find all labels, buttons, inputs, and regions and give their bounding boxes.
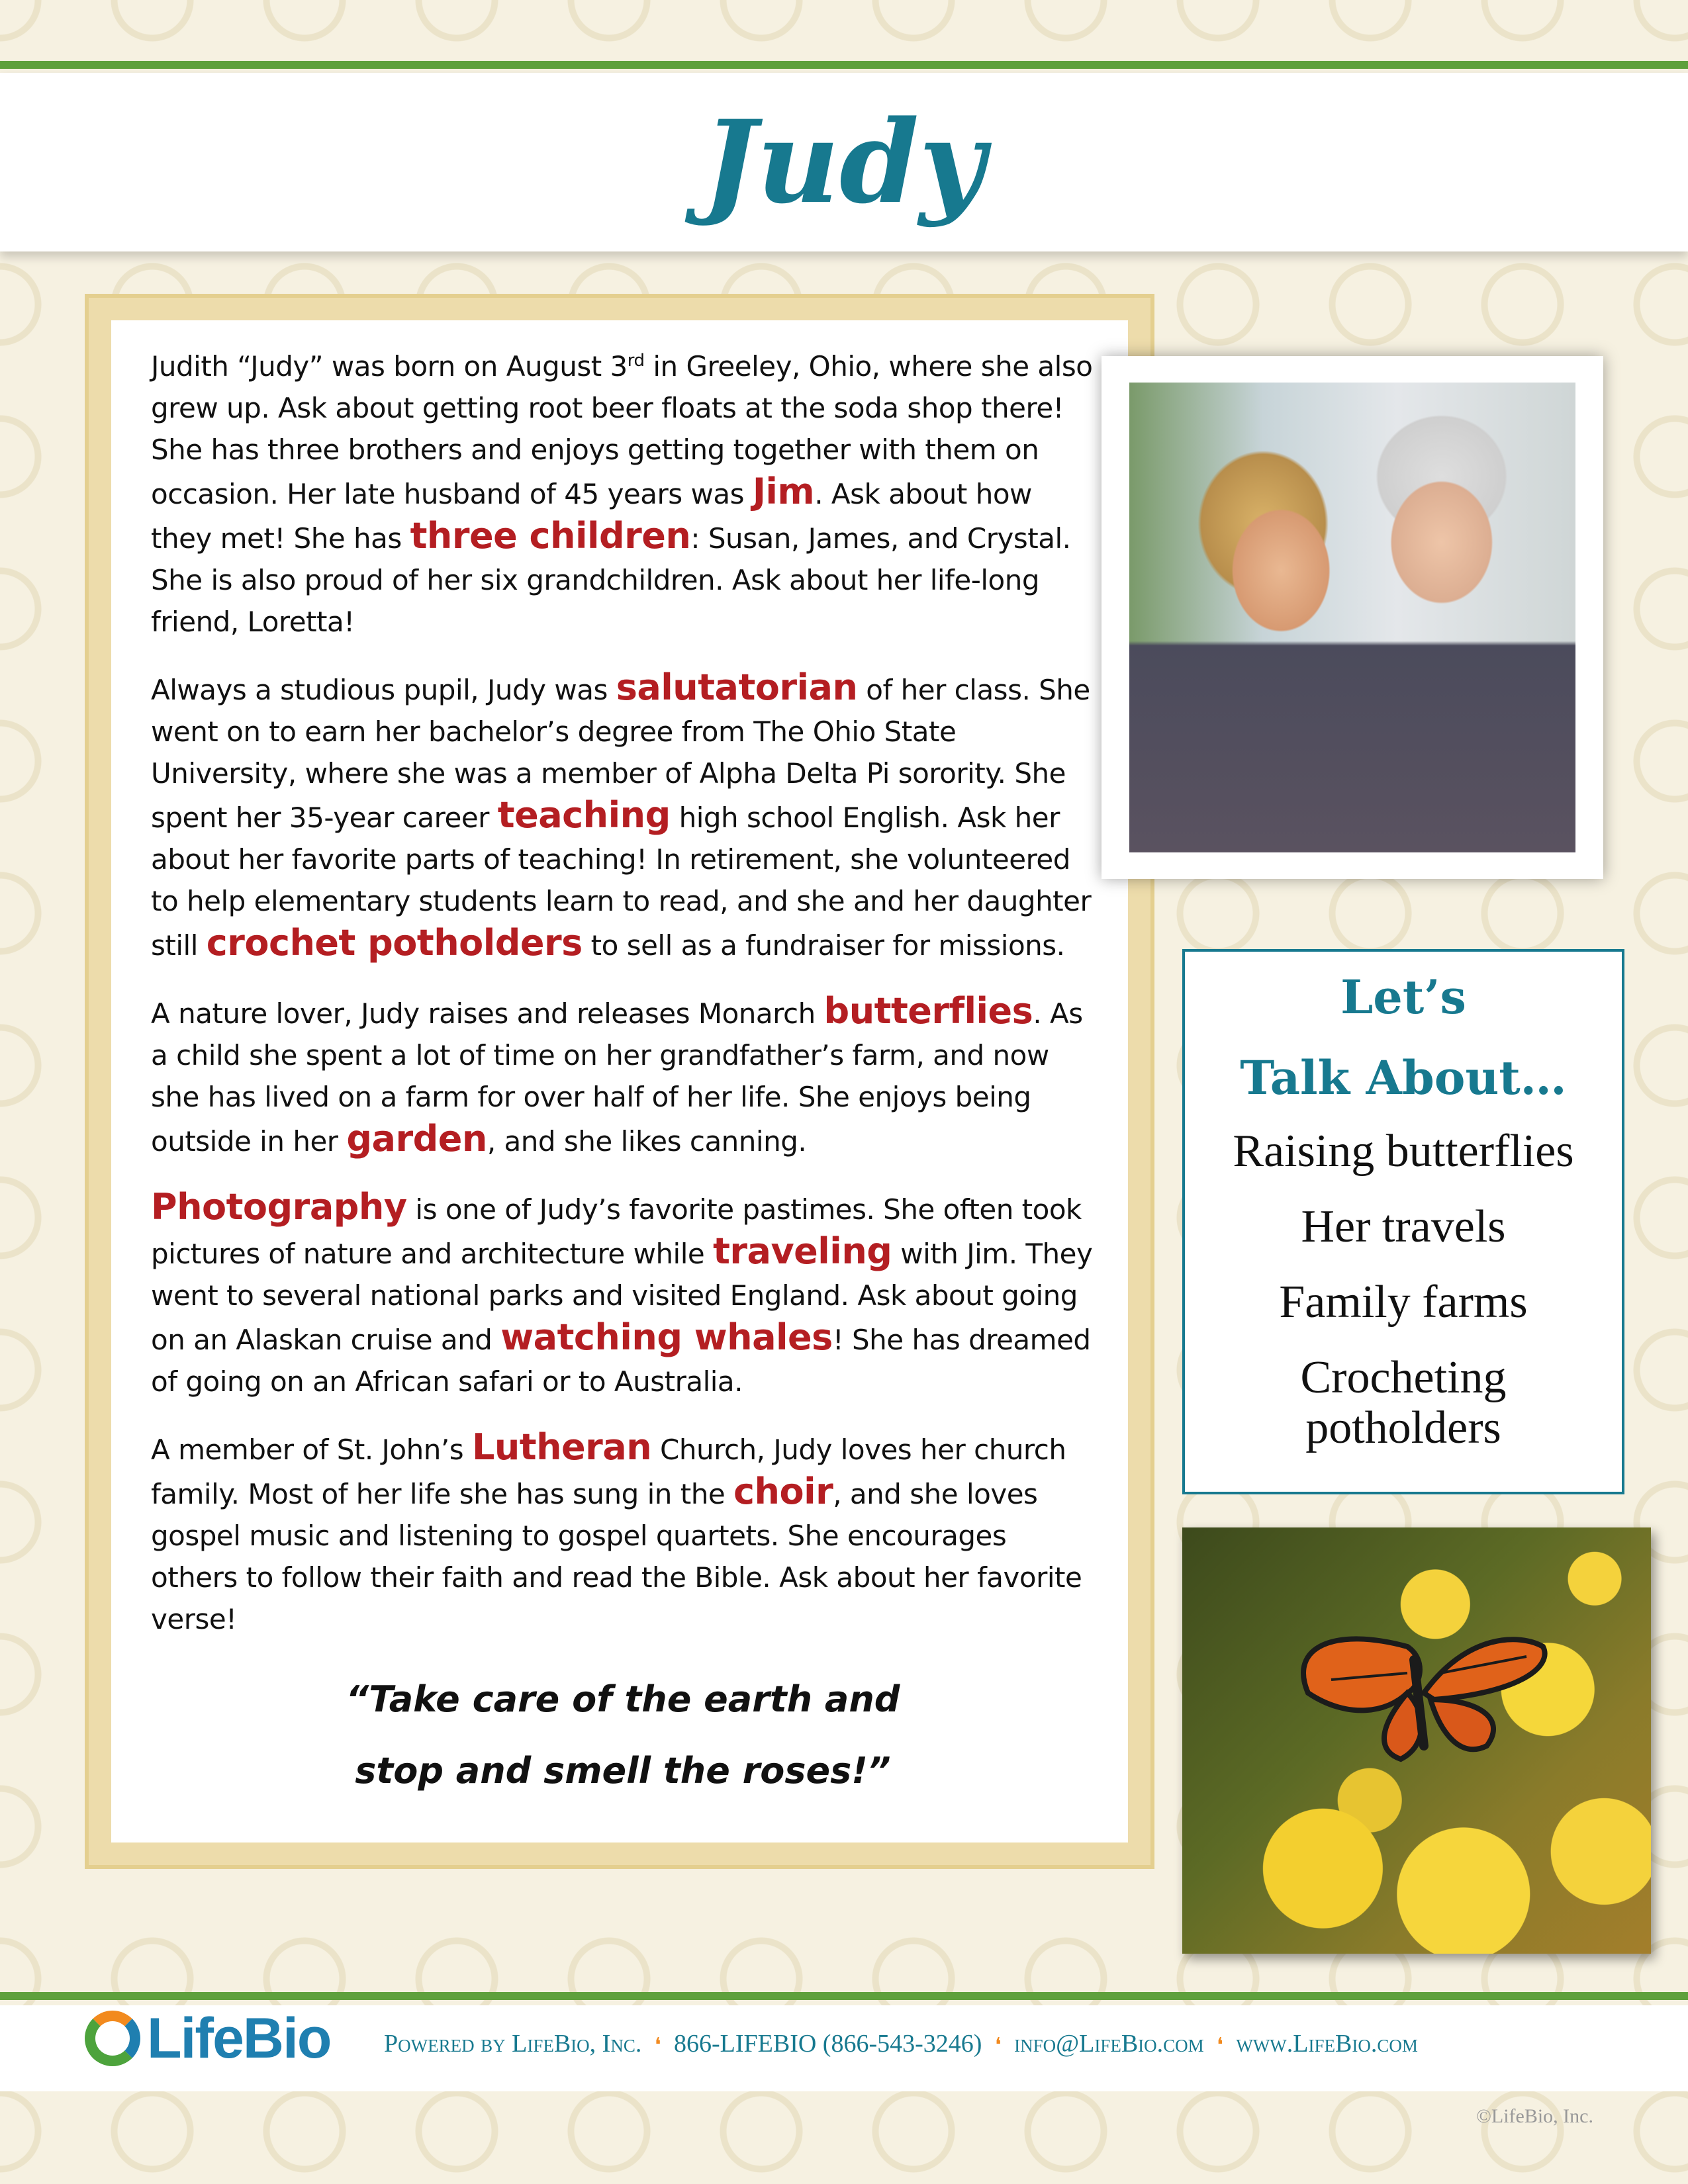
talk-about-title bbox=[1185, 952, 1622, 1118]
monarch-butterfly-icon bbox=[1182, 1527, 1651, 1954]
copyright-text: ©LifeBio, Inc. bbox=[1476, 2105, 1593, 2127]
highlight-keyword: garden bbox=[346, 1118, 487, 1160]
lifebio-logo-text: LifeBio bbox=[147, 2007, 331, 2070]
highlight-keyword: salutatorian bbox=[616, 666, 858, 708]
talk-item: Crocheting bbox=[1300, 1352, 1507, 1403]
page-title: Judy bbox=[702, 95, 986, 229]
bio-paragraph-4 bbox=[151, 1186, 1095, 1402]
bio-text: to sell as a fundraiser for missions. bbox=[582, 929, 1065, 962]
bio-paragraph-3 bbox=[151, 990, 1095, 1162]
favorite-quote bbox=[151, 1664, 1095, 1807]
bio-paragraph-1 bbox=[151, 345, 1095, 643]
bio-text: of her class. She went on to earn her bachelor’s degree from The Ohio State University, where she was a member of Alpha Delta Pi sorority. She spent her 35-year career bbox=[151, 674, 1090, 834]
highlight-keyword: watching whales bbox=[500, 1316, 833, 1358]
bio-text: . Ask about how they met! She has bbox=[151, 478, 1032, 555]
bottom-green-rule bbox=[0, 1992, 1688, 2000]
bullet-dot-icon: ❛ bbox=[654, 2034, 661, 2056]
portrait-photo bbox=[1129, 383, 1575, 852]
talk-title-line-2: Talk About… bbox=[1240, 1050, 1567, 1105]
bio-paragraph-2 bbox=[151, 666, 1095, 966]
highlight-keyword: Photography bbox=[151, 1186, 407, 1228]
bio-text: A member of St. John’s bbox=[151, 1433, 472, 1466]
highlight-keyword: butterflies bbox=[823, 990, 1033, 1032]
bio-text: in Greeley, Ohio, where she also grew up. Ask about getting root beer floats at the soda shop there! She has three brothers and enjoys getting together with them on occasion. Her late husband of 45 years was bbox=[151, 350, 1093, 510]
highlight-keyword: Lutheran bbox=[471, 1426, 652, 1468]
highlight-keyword: traveling bbox=[713, 1230, 892, 1272]
bio-text: , and she likes canning. bbox=[487, 1125, 807, 1158]
bio-text: Always a studious pupil, Judy was bbox=[151, 674, 616, 706]
highlight-keyword: teaching bbox=[497, 794, 671, 836]
email-link[interactable]: info@LifeBio.com bbox=[1014, 2030, 1204, 2058]
bio-text: . As a child she spent a lot of time on her grandfather’s farm, and now she has lived on a farm for over half of her life. She enjoys being outside in her bbox=[151, 997, 1083, 1158]
talk-item: potholders bbox=[1305, 1402, 1501, 1453]
bio-text: Church, Judy loves her church family. Most of her life she has sung in the bbox=[151, 1433, 1066, 1510]
quote-line-1: “Take care of the earth and bbox=[346, 1678, 900, 1720]
quote-line-2: stop and smell the roses!” bbox=[355, 1750, 891, 1792]
bio-text: A nature lover, Judy raises and releases Monarch bbox=[151, 997, 824, 1030]
bullet-dot-icon: ❛ bbox=[1217, 2034, 1223, 2056]
bio-text: is one of Judy’s favorite pastimes. She often took pictures of nature and architecture while bbox=[151, 1193, 1082, 1270]
powered-by-text: Powered by LifeBio, Inc. bbox=[384, 2030, 642, 2058]
bio-panel bbox=[111, 320, 1128, 1843]
bio-text: ! She has dreamed of going on an African safari or to Australia. bbox=[151, 1324, 1091, 1398]
bio-paragraph-5 bbox=[151, 1426, 1095, 1640]
bio-text: , and she loves gospel music and listening to gospel quartets. She encourages others to follow their faith and read the Bible. Ask about her favorite verse! bbox=[151, 1478, 1082, 1635]
talk-item: Raising butterflies bbox=[1233, 1126, 1574, 1177]
footer-contact-line bbox=[384, 2027, 1418, 2062]
bullet-dot-icon: ❛ bbox=[994, 2034, 1002, 2056]
talk-item: Family farms bbox=[1279, 1277, 1528, 1328]
portrait-photo-frame bbox=[1102, 356, 1603, 879]
highlight-keyword: Jim bbox=[752, 471, 815, 512]
bio-text: Judith “Judy” was born on August 3 bbox=[151, 350, 628, 383]
top-green-rule bbox=[0, 61, 1688, 69]
phone-number: 866-LIFEBIO (866-543-3246) bbox=[674, 2030, 982, 2058]
website-link[interactable]: www.LifeBio.com bbox=[1236, 2030, 1418, 2058]
highlight-keyword: crochet potholders bbox=[206, 922, 583, 964]
talk-item: Her travels bbox=[1301, 1201, 1506, 1252]
butterfly-flower-photo bbox=[1182, 1527, 1651, 1954]
highlight-keyword: choir bbox=[733, 1471, 833, 1512]
ordinal-suffix: rd bbox=[627, 351, 645, 371]
bio-text: : Susan, James, and Crystal. She is also proud of her six grandchildren. Ask about her life-long friend, Loretta! bbox=[151, 522, 1071, 638]
talk-about-box bbox=[1182, 949, 1624, 1494]
highlight-keyword: three children bbox=[410, 515, 691, 557]
talk-title-line-1: Let’s bbox=[1340, 970, 1466, 1024]
bio-text: high school English. Ask her about her favorite parts of teaching! In retirement, she volunteered to help elementary students learn to read, and she and her daughter still bbox=[151, 801, 1092, 962]
bio-text: with Jim. They went to several national parks and visited England. Ask about going on an Alaskan cruise and bbox=[151, 1238, 1093, 1356]
lifebio-logo-icon bbox=[85, 2011, 140, 2066]
